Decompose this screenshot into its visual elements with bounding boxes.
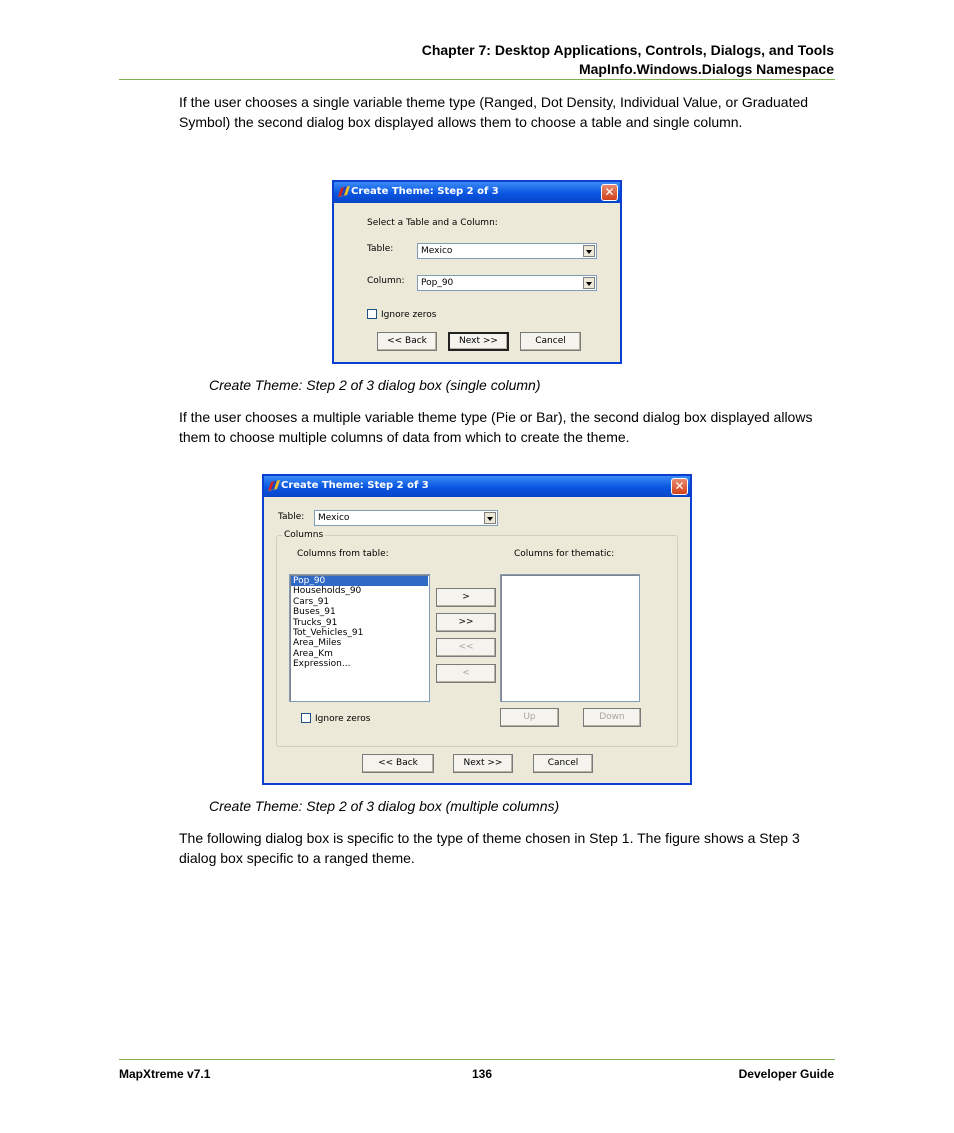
- list-item[interactable]: Tot_Vehicles_91: [293, 627, 364, 638]
- ignore-zeros-checkbox[interactable]: [367, 309, 377, 319]
- footer-rule: [119, 1059, 835, 1060]
- columns-from-label: Columns from table:: [297, 549, 389, 559]
- table-combo-value: Mexico: [421, 246, 453, 256]
- dialog-title: Create Theme: Step 2 of 3: [281, 480, 429, 491]
- dialog-title: Create Theme: Step 2 of 3: [351, 186, 499, 197]
- namespace-title: MapInfo.Windows.Dialogs Namespace: [578, 61, 834, 77]
- columns-for-label: Columns for thematic:: [514, 549, 615, 559]
- page-number: 136: [471, 1067, 493, 1081]
- next-button[interactable]: Next >>: [448, 332, 509, 351]
- up-button[interactable]: Up: [500, 708, 559, 727]
- ignore-zeros-label: Ignore zeros: [315, 714, 371, 724]
- chapter-title: Chapter 7: Desktop Applications, Controls, Dialogs, and Tools: [421, 42, 834, 58]
- footer-guide: Developer Guide: [738, 1067, 834, 1081]
- list-item[interactable]: Pop_90: [291, 576, 428, 586]
- column-combo[interactable]: [417, 275, 597, 291]
- caption-single: Create Theme: Step 2 of 3 dialog box (single column): [209, 377, 541, 393]
- column-label: Column:: [367, 276, 405, 286]
- columns-from-list[interactable]: [289, 574, 430, 702]
- theme-app-icon: [267, 479, 281, 492]
- add-column-button[interactable]: >: [436, 588, 496, 607]
- down-button[interactable]: Down: [583, 708, 641, 727]
- table-label: Table:: [367, 244, 394, 254]
- chevron-down-icon[interactable]: [583, 245, 595, 257]
- paragraph-3: The following dialog box is specific to the type of theme chosen in Step 1. The figure shows a Step 3 dialog box specific to a ranged theme.: [179, 830, 800, 866]
- remove-all-columns-button[interactable]: <<: [436, 638, 496, 657]
- add-all-columns-button[interactable]: >>: [436, 613, 496, 632]
- dialog-titlebar: [334, 182, 620, 203]
- paragraph-2: If the user chooses a multiple variable theme type (Pie or Bar), the second dialog box displayed allows them to choose multiple columns of data from which to create the theme.: [179, 409, 813, 445]
- next-button[interactable]: Next >>: [453, 754, 513, 773]
- theme-app-icon: [337, 185, 351, 198]
- ignore-zeros-label: Ignore zeros: [381, 310, 437, 320]
- caption-multiple: Create Theme: Step 2 of 3 dialog box (multiple columns): [209, 798, 560, 814]
- list-item[interactable]: Area_Miles: [293, 638, 342, 649]
- columns-group-label: Columns: [284, 530, 324, 540]
- table-combo[interactable]: [314, 510, 498, 526]
- table-combo-value: Mexico: [318, 513, 350, 523]
- list-item[interactable]: Expression...: [293, 659, 351, 670]
- remove-column-button[interactable]: <: [436, 664, 496, 683]
- columns-for-list[interactable]: [500, 574, 640, 702]
- close-icon[interactable]: ✕: [601, 184, 618, 201]
- cancel-button[interactable]: Cancel: [520, 332, 581, 351]
- dialog-titlebar: [264, 476, 690, 497]
- paragraph-1: If the user chooses a single variable theme type (Ranged, Dot Density, Individual Value, or Graduated Symbol) the second dialog box displayed allows them to choose a table and single column.: [179, 94, 809, 130]
- list-item[interactable]: Households_90: [293, 586, 362, 597]
- back-button[interactable]: << Back: [377, 332, 437, 351]
- select-prompt: Select a Table and a Column:: [367, 218, 498, 228]
- list-item[interactable]: Buses_91: [293, 607, 336, 618]
- close-icon[interactable]: ✕: [671, 478, 688, 495]
- table-combo[interactable]: [417, 243, 597, 259]
- footer-product: MapXtreme v7.1: [119, 1067, 211, 1081]
- table-label: Table:: [278, 512, 305, 522]
- list-item[interactable]: Trucks_91: [293, 617, 338, 628]
- column-combo-value: Pop_90: [421, 278, 454, 288]
- chevron-down-icon[interactable]: [484, 512, 496, 524]
- chevron-down-icon[interactable]: [583, 277, 595, 289]
- back-button[interactable]: << Back: [362, 754, 434, 773]
- list-item[interactable]: Cars_91: [293, 596, 330, 607]
- list-item[interactable]: Area_Km: [293, 648, 333, 659]
- header-rule: [119, 79, 835, 80]
- cancel-button[interactable]: Cancel: [533, 754, 593, 773]
- page-header: [422, 41, 834, 79]
- ignore-zeros-checkbox[interactable]: [301, 713, 311, 723]
- dialog-multiple-columns: [262, 474, 692, 785]
- dialog-single-column: [332, 180, 622, 364]
